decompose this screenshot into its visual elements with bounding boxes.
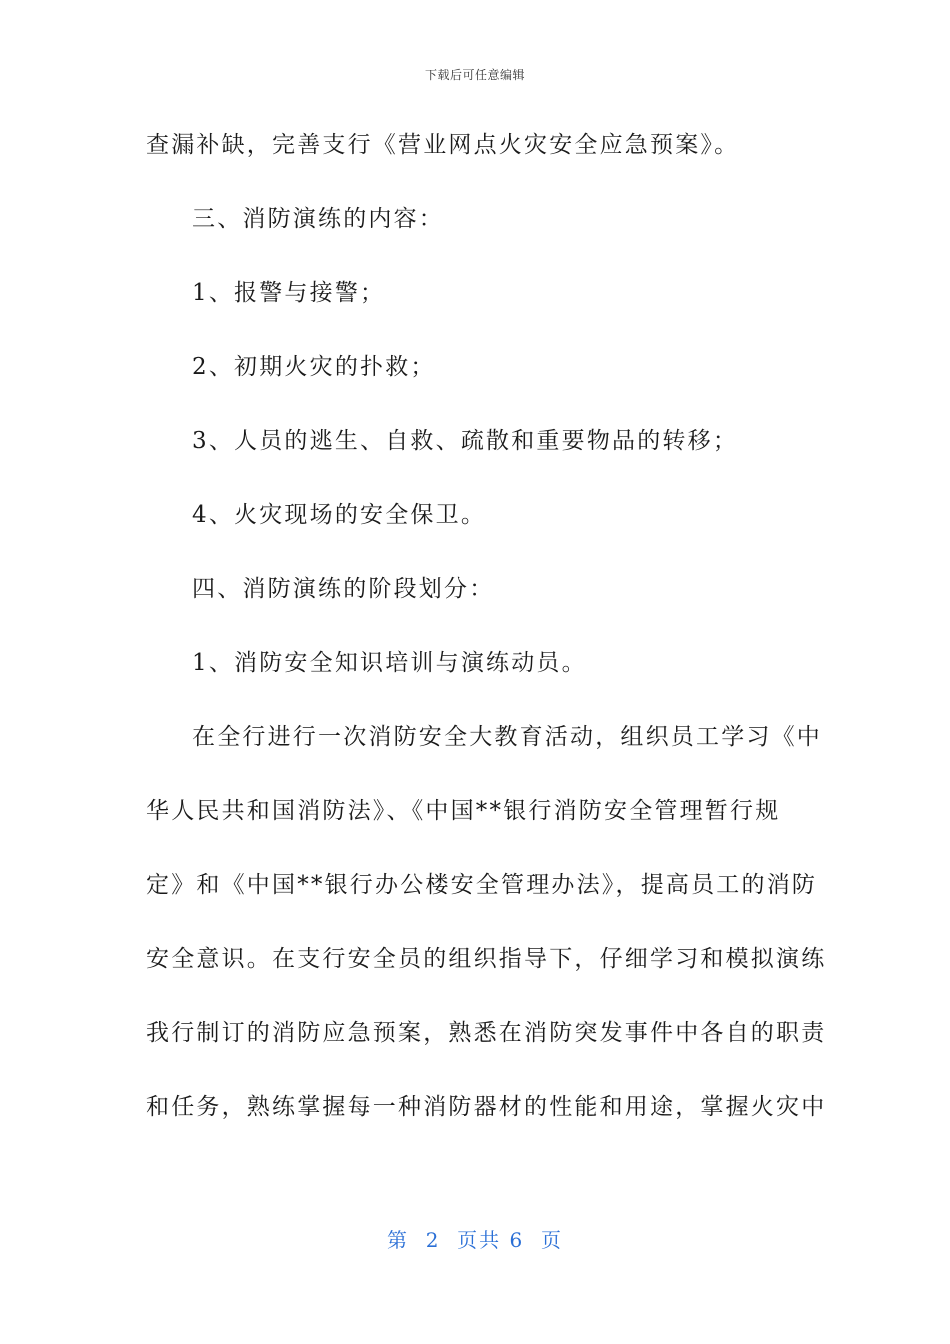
- section-heading: 三、消防演练的内容：: [192, 206, 444, 232]
- list-item: 1、消防安全知识培训与演练动员。: [192, 650, 587, 676]
- paragraph-line: 在全行进行一次消防安全大教育活动，组织员工学习《中: [192, 724, 822, 750]
- document-body: [146, 124, 827, 1160]
- paragraph-line: 华人民共和国消防法》、《中国**银行消防安全管理暂行规: [146, 798, 781, 824]
- page-number: 第 2 页共 6 页: [387, 1228, 563, 1252]
- paragraph-line: 和任务，熟练掌握每一种消防器材的性能和用途，掌握火灾中: [146, 1094, 827, 1120]
- paragraph-line: 安全意识。在支行安全员的组织指导下，仔细学习和模拟演练: [146, 946, 827, 972]
- list-item: 4、火灾现场的安全保卫。: [192, 502, 487, 528]
- paragraph-line: 我行制订的消防应急预案，熟悉在消防突发事件中各自的职责: [146, 1020, 827, 1046]
- header-note: 下载后可任意编辑: [424, 68, 525, 82]
- text-line: 查漏补缺，完善支行《营业网点火灾安全应急预案》。: [146, 132, 740, 158]
- paragraph-line: 定》和《中国**银行办公楼安全管理办法》，提高员工的消防: [146, 872, 818, 898]
- list-item: 1、报警与接警；: [192, 280, 386, 306]
- list-item: 3、人员的逃生、自救、疏散和重要物品的转移；: [192, 428, 739, 454]
- list-item: 2、初期火灾的扑救；: [192, 354, 436, 380]
- section-heading: 四、消防演练的阶段划分：: [192, 576, 495, 602]
